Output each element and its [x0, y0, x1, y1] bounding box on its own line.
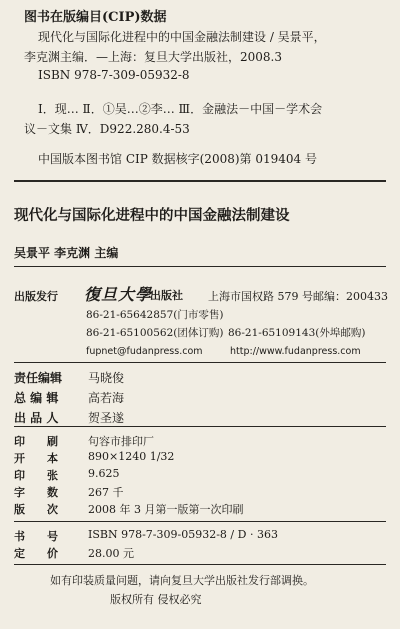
price-value: 28.00 元 — [88, 547, 134, 560]
divider-bottom — [14, 564, 386, 565]
spec-label-printer: 印 刷 — [14, 435, 58, 448]
quality-notice: 如有印装质量问题，请向复旦大学出版社发行部调换。 — [50, 574, 314, 587]
publisher-name: 出版社 — [150, 289, 183, 302]
spec-value-format: 890×1240 1/32 — [88, 450, 175, 463]
cip-classification-2: 议－文集 Ⅳ．D922.280.4-53 — [24, 122, 190, 136]
publisher-postcode: 邮编：200433 — [313, 290, 388, 303]
isbn-value: ISBN 978-7-309-05932-8 / D · 363 — [88, 528, 278, 541]
spec-value-printer: 句容市排印厂 — [88, 435, 154, 448]
staff-value-chief-editor: 高若海 — [88, 391, 125, 405]
publisher-email[interactable]: fupnet@fudanpress.com — [86, 346, 203, 357]
spec-label-format: 开 本 — [14, 452, 58, 465]
spec-label-sheets: 印 张 — [14, 469, 58, 482]
divider-staff — [14, 426, 386, 427]
cip-line-2: 李克渊主编．—上海：复旦大学出版社，2008.3 — [24, 50, 282, 64]
publisher-logo: 復旦大學 — [84, 285, 153, 304]
staff-label-producer: 出 品 人 — [14, 411, 59, 425]
price-label: 定 价 — [14, 547, 58, 560]
book-editors: 吴景平 李克渊 主编 — [14, 246, 119, 260]
spec-value-sheets: 9.625 — [88, 467, 120, 480]
staff-value-producer: 贺圣遂 — [88, 411, 125, 425]
book-title: 现代化与国际化进程中的中国金融法制建设 — [14, 207, 290, 224]
divider-editors — [14, 266, 386, 267]
spec-label-edition: 版 次 — [14, 503, 58, 516]
divider-specs — [14, 521, 386, 522]
spec-label-wordcount: 字 数 — [14, 486, 58, 499]
phone-group: 86-21-65100562(团体订购) — [86, 327, 224, 339]
publisher-website[interactable]: http://www.fudanpress.com — [230, 346, 361, 357]
staff-label-editor: 责任编辑 — [14, 371, 63, 385]
spec-value-edition: 2008 年 3 月第一版第一次印刷 — [88, 503, 244, 516]
cip-isbn: ISBN 978-7-309-05932-8 — [38, 68, 190, 82]
cip-line-1: 现代化与国际化进程中的中国金融法制建设 / 吴景平， — [38, 30, 326, 44]
isbn-label: 书 号 — [14, 530, 58, 543]
staff-label-chief-editor: 总 编 辑 — [14, 391, 59, 405]
phone-export: 86-21-65109143(外埠邮购) — [228, 327, 366, 339]
publisher-address: 上海市国权路 579 号 — [208, 290, 313, 303]
spec-value-wordcount: 267 千 — [88, 486, 124, 499]
cip-library-record: 中国版本图书馆 CIP 数据核字(2008)第 019404 号 — [38, 152, 317, 166]
cip-heading: 图书在版编目(CIP)数据 — [24, 10, 167, 25]
staff-value-editor: 马晓俊 — [88, 371, 125, 385]
rights-notice: 版权所有 侵权必究 — [110, 593, 202, 606]
publisher-label: 出版发行 — [14, 290, 58, 303]
cip-classification-1: Ⅰ．现… Ⅱ．①吴…②李… Ⅲ．金融法－中国－学术会 — [38, 102, 323, 116]
divider-publisher — [14, 362, 386, 363]
phone-retail: 86-21-65642857(门市零售) — [86, 309, 224, 321]
divider-top — [14, 180, 386, 182]
